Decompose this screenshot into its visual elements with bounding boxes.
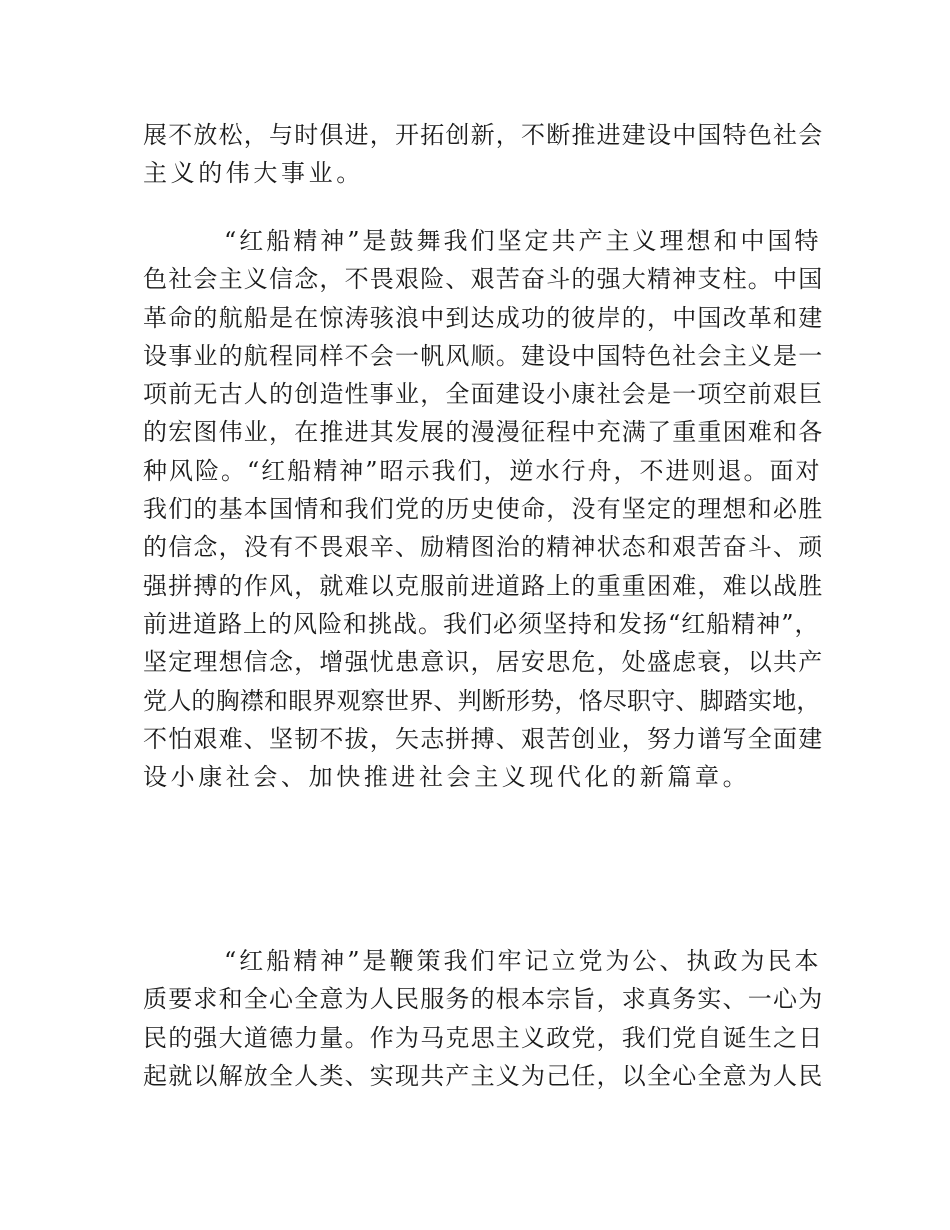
text-line: 坚定理想信念，增强忧患意识，居安思危，处盛虑衰，以共产 xyxy=(143,648,824,677)
text-line: 我们的基本国情和我们党的历史使命，没有坚定的理想和必胜 xyxy=(143,495,824,524)
text-line: 种风险。“红船精神”昭示我们，逆水行舟，不进则退。面对 xyxy=(143,456,822,485)
text-line: 革命的航船是在惊涛骇浪中到达成功的彼岸的，中国改革和建 xyxy=(143,303,824,332)
paragraph-3 xyxy=(143,942,823,1095)
text-line: 起就以解放全人类、实现共产主义为己任，以全心全意为人民 xyxy=(143,1061,824,1090)
text-line: 色社会主义信念，不畏艰险、艰苦奋斗的强大精神支柱。中国 xyxy=(143,265,824,294)
text-line: 设事业的航程同样不会一帆风顺。建设中国特色社会主义是一 xyxy=(143,341,824,370)
text-line: “红船精神”是鼓舞我们坚定共产主义理想和中国特 xyxy=(143,227,822,255)
text-line: 民的强大道德力量。作为马克思主义政党，我们党自诞生之日 xyxy=(143,1023,824,1052)
text-line: 的信念，没有不畏艰辛、励精图治的精神状态和艰苦奋斗、顽 xyxy=(143,533,824,562)
text-line: “红船精神”是鞭策我们牢记立党为公、执政为民本 xyxy=(143,947,822,975)
text-line: 设小康社会、加快推进社会主义现代化的新篇章。 xyxy=(143,763,751,792)
text-line: 展不放松，与时俱进，开拓创新，不断推进建设中国特色社会 xyxy=(143,121,824,149)
text-line: 主义的伟大事业。 xyxy=(143,159,364,188)
paragraph-2 xyxy=(143,222,823,796)
text-line: 的宏图伟业，在推进其发展的漫漫征程中充满了重重困难和各 xyxy=(143,418,824,447)
text-line: 党人的胸襟和眼界观察世界、判断形势，恪尽职守、脚踏实地， xyxy=(143,686,821,715)
paragraph-1 xyxy=(143,116,823,193)
text-line: 前进道路上的风险和挑战。我们必须坚持和发扬“红船精神”， xyxy=(143,609,820,638)
text-line: 项前无古人的创造性事业，全面建设小康社会是一项空前艰巨 xyxy=(143,380,824,409)
text-line: 不怕艰难、坚韧不拔，矢志拼搏、艰苦创业，努力谱写全面建 xyxy=(143,724,824,753)
text-line: 强拼搏的作风，就难以克服前进道路上的重重困难，难以战胜 xyxy=(143,571,824,600)
text-line: 质要求和全心全意为人民服务的根本宗旨，求真务实、一心为 xyxy=(143,985,824,1014)
